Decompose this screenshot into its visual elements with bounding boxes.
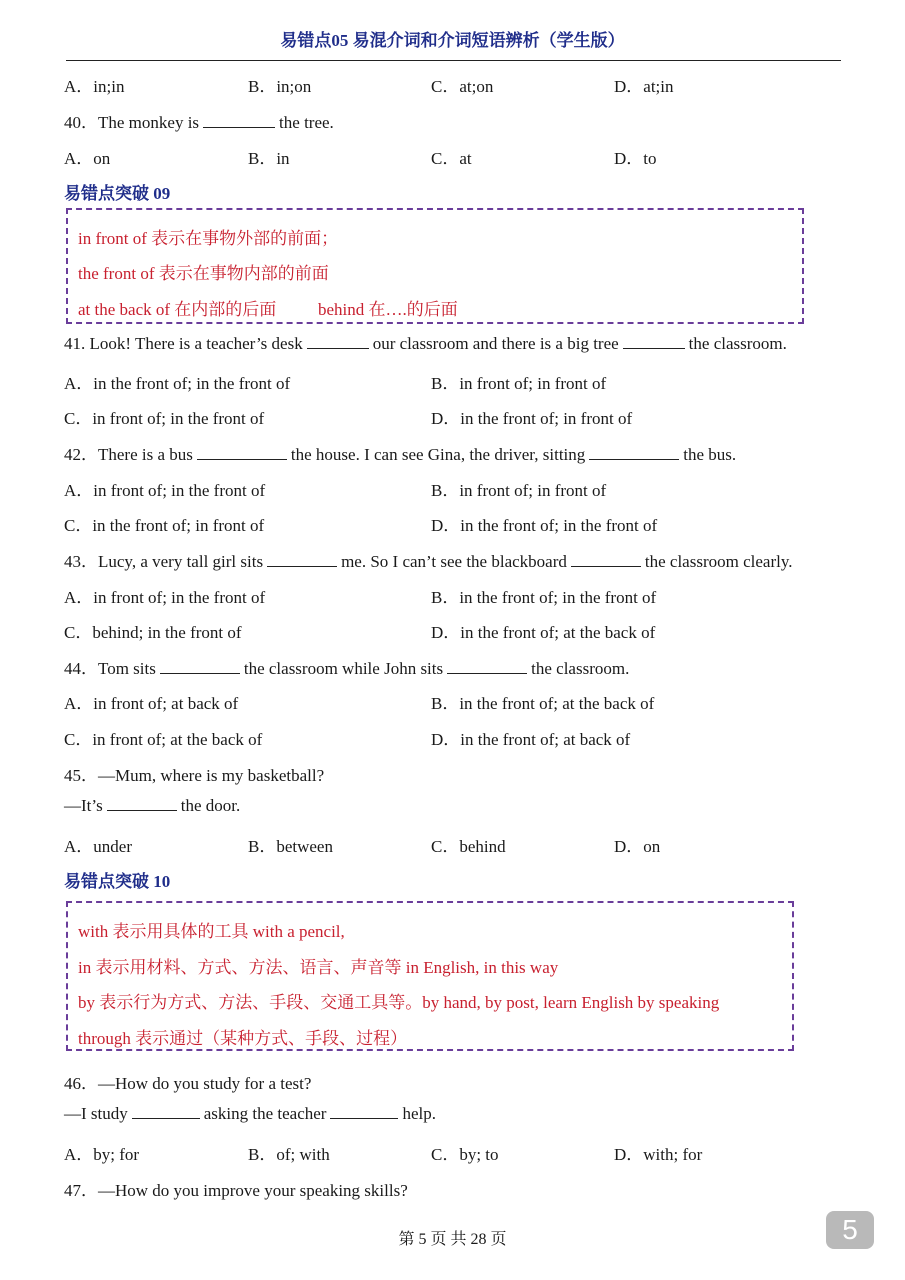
q42-option-a: A．in front of; in the front of [64,481,266,500]
q45-answer-line [64,796,240,816]
q44-option-a: A．in front of; at back of [64,694,239,713]
q43-blank-2[interactable] [571,552,641,567]
q46-blank-2[interactable] [330,1104,398,1119]
q47-question: 47．—How do you improve your speaking skills? [64,1181,408,1200]
q46-option-d: D．with; for [614,1145,703,1164]
q41-blank-1[interactable] [307,334,369,349]
q41-option-a: A．in the front of; in the front of [64,374,291,393]
q43-blank-1[interactable] [267,552,337,567]
q43-option-a: A．in front of; in the front of [64,588,266,607]
q39-option-d: D．at;in [614,77,674,96]
page-number-badge: 5 [826,1211,874,1249]
q39-option-b: B．in;on [248,77,312,96]
q42-blank-1[interactable] [197,445,287,460]
q44-part-1: 44．Tom sits [64,659,156,678]
q42-part-2: the house. I can see Gina, the driver, sitting [290,445,586,464]
q44-option-b: B．in the front of; at the back of [431,694,655,713]
q42-blank-2[interactable] [589,445,679,460]
q41-part-1: 41. Look! There is a teacher’s desk [64,334,303,353]
q45-option-c: C．behind [431,837,506,856]
q41-part-3: the classroom. [688,334,787,353]
q44-blank-2[interactable] [447,659,527,674]
q43-part-3: the classroom clearly. [644,552,793,571]
section-09-note-4: behind 在….的后面 [318,300,458,319]
q39-option-c: C．at;on [431,77,494,96]
q46-option-a: A．by; for [64,1145,140,1164]
q40-option-a: A．on [64,149,111,168]
q46-question: 46．—How do you study for a test? [64,1074,312,1093]
q44-part-2: the classroom while John sits [243,659,444,678]
q42-part-1: 42．There is a bus [64,445,193,464]
q42-option-b: B．in front of; in front of [431,481,607,500]
q41-question [64,334,787,354]
q41-blank-2[interactable] [623,334,685,349]
q45-option-d: D．on [614,837,661,856]
q41-option-b: B．in front of; in front of [431,374,607,393]
q42-option-d: D．in the front of; in the front of [431,516,658,535]
q44-part-3: the classroom. [531,659,630,678]
q45-blank[interactable] [107,796,177,811]
q41-option-c: C．in front of; in the front of [64,409,265,428]
q40-text-after: the tree. [279,113,334,132]
q43-part-2: me. So I can’t see the blackboard [341,552,567,571]
q42-part-3: the bus. [683,445,737,464]
section-10-title: 易错点突破 10 [64,872,171,891]
q45-text-before: —It’s [64,796,103,815]
q41-part-2: our classroom and there is a big tree [372,334,619,353]
q46-text-3: help. [402,1104,436,1123]
q43-question [64,547,792,572]
q42-option-c: C．in the front of; in front of [64,516,265,535]
q45-text-after: the door. [180,796,241,815]
q43-option-d: D．in the front of; at the back of [431,623,656,642]
header-divider [66,60,841,61]
q44-question [64,654,629,679]
q40-option-d: D．to [614,149,657,168]
q46-text-2: asking the teacher [203,1104,327,1123]
section-10-note-3: by 表示行为方式、方法、手段、交通工具等。by hand, by post, learn English by speaking [78,993,720,1012]
q43-option-b: B．in the front of; in the front of [431,588,657,607]
q46-blank-1[interactable] [132,1104,200,1119]
q43-option-c: C．behind; in the front of [64,623,242,642]
q40-text-before: 40．The monkey is [64,113,200,132]
section-09-note-2: the front of 表示在事物内部的前面 [78,264,329,283]
q46-answer-line [64,1104,436,1124]
q45-option-b: B．between [248,837,333,856]
q44-option-d: D．in the front of; at back of [431,730,631,749]
q45-question: 45．—Mum, where is my basketball? [64,766,325,785]
section-10-note-1: with 表示用具体的工具 with a pencil, [78,922,345,941]
q46-text-1: —I study [64,1104,128,1123]
section-09-title: 易错点突破 09 [64,184,171,203]
q43-part-1: 43．Lucy, a very tall girl sits [64,552,264,571]
q44-option-c: C．in front of; at the back of [64,730,263,749]
q39-option-a: A．in;in [64,77,125,96]
q41-option-d: D．in the front of; in front of [431,409,633,428]
section-10-note-2: in 表示用材料、方式、方法、语言、声音等 in English, in this way [78,958,559,977]
page-footer: 第 5 页 共 28 页 [398,1231,507,1248]
q40-option-c: C．at [431,149,472,168]
q42-question [64,440,736,465]
q40-blank[interactable] [203,113,275,128]
section-09-note-3: at the back of 在内部的后面 [78,300,277,319]
q45-option-a: A．under [64,837,132,856]
q44-blank-1[interactable] [160,659,240,674]
page-header-title: 易错点05 易混介词和介词短语辨析（学生版） [280,31,625,50]
section-09-note-1: in front of 表示在事物外部的前面； [78,229,339,248]
q46-option-b: B．of; with [248,1145,330,1164]
section-10-note-4: through 表示通过（某种方式、手段、过程） [78,1029,408,1048]
q40-option-b: B．in [248,149,290,168]
q46-option-c: C．by; to [431,1145,499,1164]
q40-question [64,108,334,133]
